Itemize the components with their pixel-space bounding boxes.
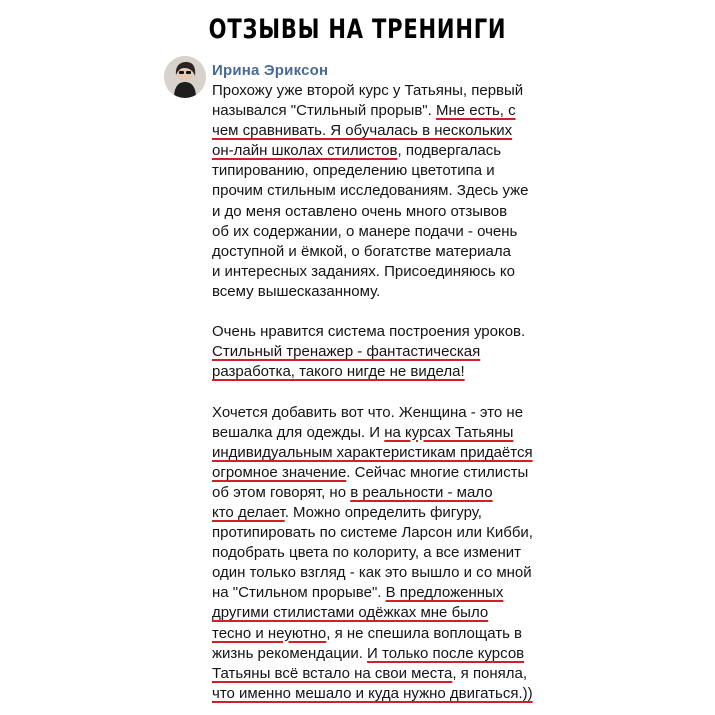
review-line: Прохожу уже второй курс у Татьяны, первый (212, 82, 524, 99)
highlighted-text: тесно и неуютно (212, 624, 327, 642)
review-line: Очень нравится система построения уроков. (212, 323, 526, 341)
highlighted-text: И только после курсов (367, 644, 525, 662)
text-segment: об этом говорят, но (212, 483, 351, 501)
highlighted-line: Стильный тренажер - фантастическая (212, 343, 481, 361)
review-line: протипировать по системе Ларсон или Кибби, (212, 524, 533, 542)
highlighted-line: разработка, такого нигде не видела! (212, 363, 465, 381)
highlighted-text: В предложенных (385, 584, 504, 602)
review-line (212, 141, 572, 161)
highlighted-line: индивидуальным характеристикам придаётся (212, 443, 533, 461)
text-segment: назывался "Стильный прорыв". (212, 102, 436, 120)
text-segment: жизнь рекомендации. (212, 644, 368, 662)
highlighted-text: кто делает (212, 503, 285, 521)
review-line (212, 664, 572, 684)
review-line (212, 423, 572, 443)
text-segment: , я поняла, (452, 664, 528, 682)
highlighted-text: в реальности - мало (350, 483, 493, 501)
review-text (212, 81, 572, 704)
text-segment: , подвергалась (397, 142, 502, 160)
text-segment: вешалка для одежды. И (212, 423, 385, 441)
highlighted-text: на курсах Татьяны (384, 423, 514, 441)
review-line: прочим стильным исследованиям. Здесь уже (212, 182, 529, 200)
avatar[interactable] (164, 56, 206, 98)
review-line (212, 624, 572, 644)
text-segment: на "Стильном прорыве". (212, 584, 386, 602)
review-line: об их содержании, о манере подачи - очень (212, 222, 518, 240)
text-segment: , я не спешила воплощать в (326, 624, 523, 642)
review-line: типированию, определению цветотипа и (212, 162, 495, 180)
review-line: и до меня оставлено очень много отзывов (212, 202, 508, 220)
text-segment: . Можно определить фигуру, (284, 503, 482, 521)
review-line (212, 583, 572, 603)
review-line: и интересных заданиях. Присоединяюсь ко (212, 262, 515, 280)
page-title: ОТЗЫВЫ НА ТРЕНИНГИ (208, 14, 507, 45)
highlighted-text: огромное значение (212, 463, 347, 481)
review-line: один только взгляд - как это вышло и со мной (212, 564, 532, 582)
paragraph-gap (212, 382, 572, 402)
review-line: всему вышесказанному. (212, 282, 381, 300)
highlighted-line: что именно мешало и куда нужно двигаться.)) (212, 684, 533, 702)
highlighted-text: Татьяны всё встало на свои места (212, 664, 453, 682)
author-name[interactable]: Ирина Эриксон (212, 62, 329, 79)
review-line (212, 463, 572, 483)
review-line (212, 483, 572, 503)
paragraph-gap (212, 302, 572, 322)
highlighted-line: другими стилистами одёжках мне было (212, 604, 489, 622)
user-photo-icon (164, 56, 206, 98)
review-line (212, 101, 572, 121)
review-line: Хочется добавить вот что. Женщина - это не (212, 403, 524, 421)
highlighted-text: он-лайн школах стилистов (212, 142, 398, 160)
review-line: подобрать цвета по колориту, а все изменит (212, 544, 521, 562)
review-line (212, 503, 572, 523)
review-line: доступной и ёмкой, о богатстве материала (212, 242, 511, 260)
text-segment: . Сейчас многие стилисты (346, 463, 529, 481)
highlighted-text: Мне есть, с (435, 102, 516, 120)
highlighted-line: чем сравнивать. Я обучалась в нескольких (212, 122, 513, 140)
review-line (212, 644, 572, 664)
